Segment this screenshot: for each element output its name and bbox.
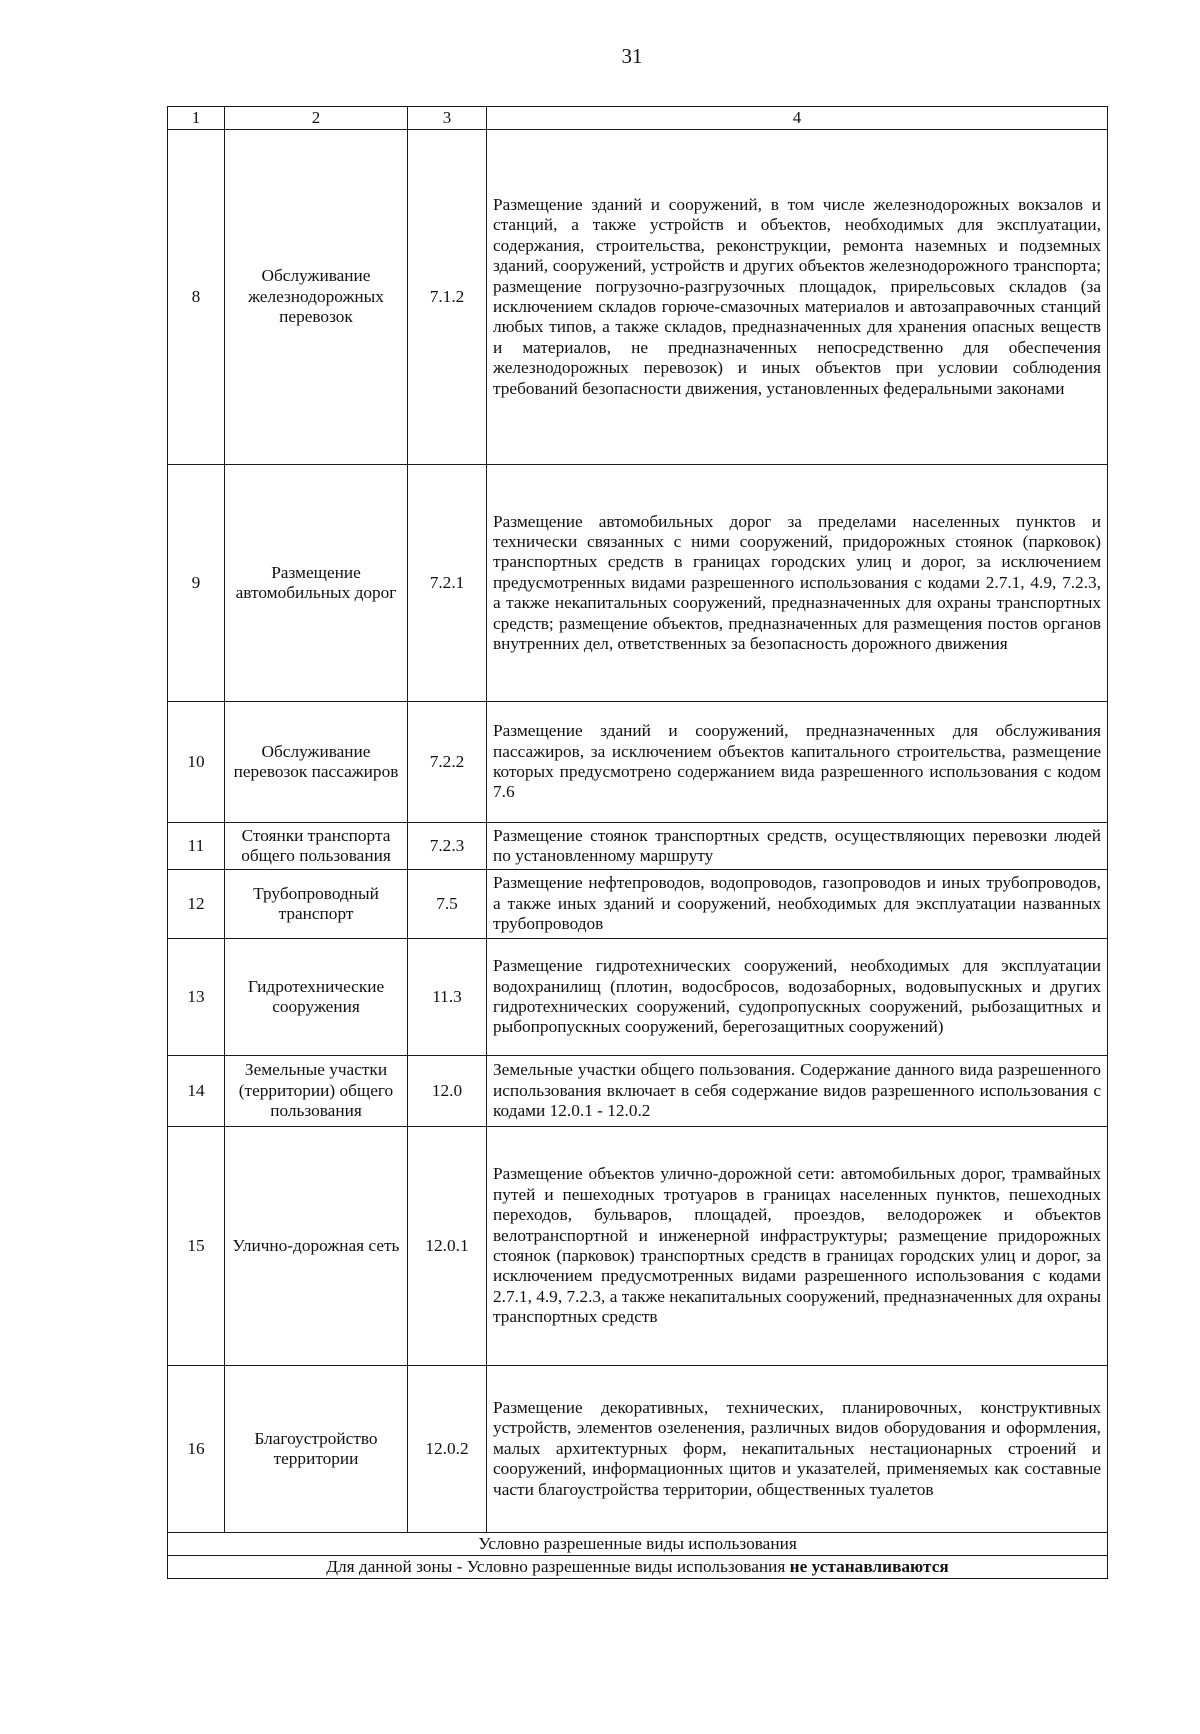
use-type-name: Благоустройство территории [225, 1366, 408, 1533]
use-type-name: Улично-дорожная сеть [225, 1127, 408, 1366]
conditional-note-emphasis: не устанавливаются [789, 1556, 949, 1576]
table-row [168, 870, 1108, 939]
use-type-name: Размещение автомобильных дорог [225, 465, 408, 702]
use-type-name: Стоянки транспорта общего пользования [225, 823, 408, 870]
use-type-code: 12.0.2 [408, 1366, 487, 1533]
use-type-name: Гидротехнические сооружения [225, 939, 408, 1056]
row-number: 15 [168, 1127, 225, 1366]
column-header-2: 2 [225, 107, 408, 130]
row-number: 16 [168, 1366, 225, 1533]
use-type-description: Размещение стоянок транспортных средств, осуществляющих перевозки людей по установленному маршруту [487, 823, 1108, 870]
use-type-description: Земельные участки общего пользования. Содержание данного вида разрешенного использования включает в себя содержание видов разрешенного использования с кодами 12.0.1 - 12.0.2 [487, 1056, 1108, 1127]
row-number: 14 [168, 1056, 225, 1127]
use-type-code: 12.0 [408, 1056, 487, 1127]
use-type-name: Трубопроводный транспорт [225, 870, 408, 939]
use-type-description: Размещение зданий и сооружений, предназначенных для обслуживания пассажиров, за исключением объектов капитального строительства, размещение которых предусмотрено содержанием вида разрешенного использования с кодом 7.6 [487, 702, 1108, 823]
section-header-row [168, 1533, 1108, 1556]
table-row [168, 1127, 1108, 1366]
table-row [168, 130, 1108, 465]
row-number: 9 [168, 465, 225, 702]
use-type-code: 11.3 [408, 939, 487, 1056]
land-use-table [167, 106, 1108, 1579]
use-type-code: 7.2.1 [408, 465, 487, 702]
use-type-description: Размещение автомобильных дорог за пределами населенных пунктов и технически связанных с ними сооружений, придорожных стоянок (парковок) транспортных средств в границах городских улиц и дорог, за исключением предусмотренных видами разрешенного использования с кодами 2.7.1, 4.9, 7.2.3, а также некапитальных сооружений, предназначенных для охраны транспортных средств; размещение объектов, предназначенных для размещения постов органов внутренних дел, ответственных за безопасность дорожного движения [487, 465, 1108, 702]
row-number: 11 [168, 823, 225, 870]
use-type-name: Обслуживание железнодорожных перевозок [225, 130, 408, 465]
table-row [168, 823, 1108, 870]
use-type-description: Размещение нефтепроводов, водопроводов, газопроводов и иных трубопроводов, а также иных зданий и сооружений, необходимых для эксплуатации названных трубопроводов [487, 870, 1108, 939]
use-type-description: Размещение объектов улично-дорожной сети: автомобильных дорог, трамвайных путей и пешеходных тротуаров в границах населенных пунктов, пешеходных переходов, бульваров, площадей, проездов, велодорожек и объектов велотранспортной и инженерной инфраструктуры; размещение придорожных стоянок (парковок) транспортных средств в границах городских улиц и дорог, за исключением предусмотренных видами разрешенного использования с кодами 2.7.1, 4.9, 7.2.3, а также некапитальных сооружений, предназначенных для охраны транспортных средств [487, 1127, 1108, 1366]
note-row [168, 1556, 1108, 1579]
column-header-1: 1 [168, 107, 225, 130]
use-type-name: Обслуживание перевозок пассажиров [225, 702, 408, 823]
page-number: 31 [621, 44, 643, 68]
row-number: 12 [168, 870, 225, 939]
use-type-code: 7.2.3 [408, 823, 487, 870]
row-number: 10 [168, 702, 225, 823]
use-type-description: Размещение декоративных, технических, планировочных, конструктивных устройств, элементов озеленения, различных видов оборудования и оформления, малых архитектурных форм, некапитальных нестационарных строений и сооружений, информационных щитов и указателей, применяемых как составные части благоустройства территории, общественных туалетов [487, 1366, 1108, 1533]
use-type-code: 7.5 [408, 870, 487, 939]
conditional-uses-heading: Условно разрешенные виды использования [168, 1533, 1108, 1556]
use-type-description: Размещение зданий и сооружений, в том числе железнодорожных вокзалов и станций, а также устройств и объектов, необходимых для эксплуатации, содержания, строительства, реконструкции, ремонта наземных и подземных зданий, сооружений, устройств и других объектов железнодорожного транспорта; размещение погрузочно-разгрузочных площадок, прирельсовых складов (за исключением складов горюче-смазочных материалов и автозаправочных станций любых типов, а также складов, предназначенных для хранения опасных веществ и материалов, не предназначенных непосредственно для обеспечения железнодорожных перевозок) и иных объектов при условии соблюдения требований безопасности движения, установленных федеральными законами [487, 130, 1108, 465]
use-type-code: 12.0.1 [408, 1127, 487, 1366]
conditional-uses-note [168, 1556, 1108, 1579]
conditional-note-text: Для данной зоны - Условно разрешенные виды использования [326, 1556, 790, 1576]
use-type-code: 7.2.2 [408, 702, 487, 823]
use-type-name: Земельные участки (территории) общего пользования [225, 1056, 408, 1127]
row-number: 8 [168, 130, 225, 465]
table-row [168, 465, 1108, 702]
row-number: 13 [168, 939, 225, 1056]
table-row [168, 939, 1108, 1056]
column-header-3: 3 [408, 107, 487, 130]
use-type-description: Размещение гидротехнических сооружений, необходимых для эксплуатации водохранилищ (плотин, водосбросов, водозаборных, водовыпускных и других гидротехнических сооружений, судопропускных сооружений, рыбозащитных и рыбопропускных сооружений, берегозащитных сооружений) [487, 939, 1108, 1056]
table-row [168, 702, 1108, 823]
table-row [168, 1366, 1108, 1533]
column-header-4: 4 [487, 107, 1108, 130]
table-row [168, 1056, 1108, 1127]
table-header-row [168, 107, 1108, 130]
use-type-code: 7.1.2 [408, 130, 487, 465]
